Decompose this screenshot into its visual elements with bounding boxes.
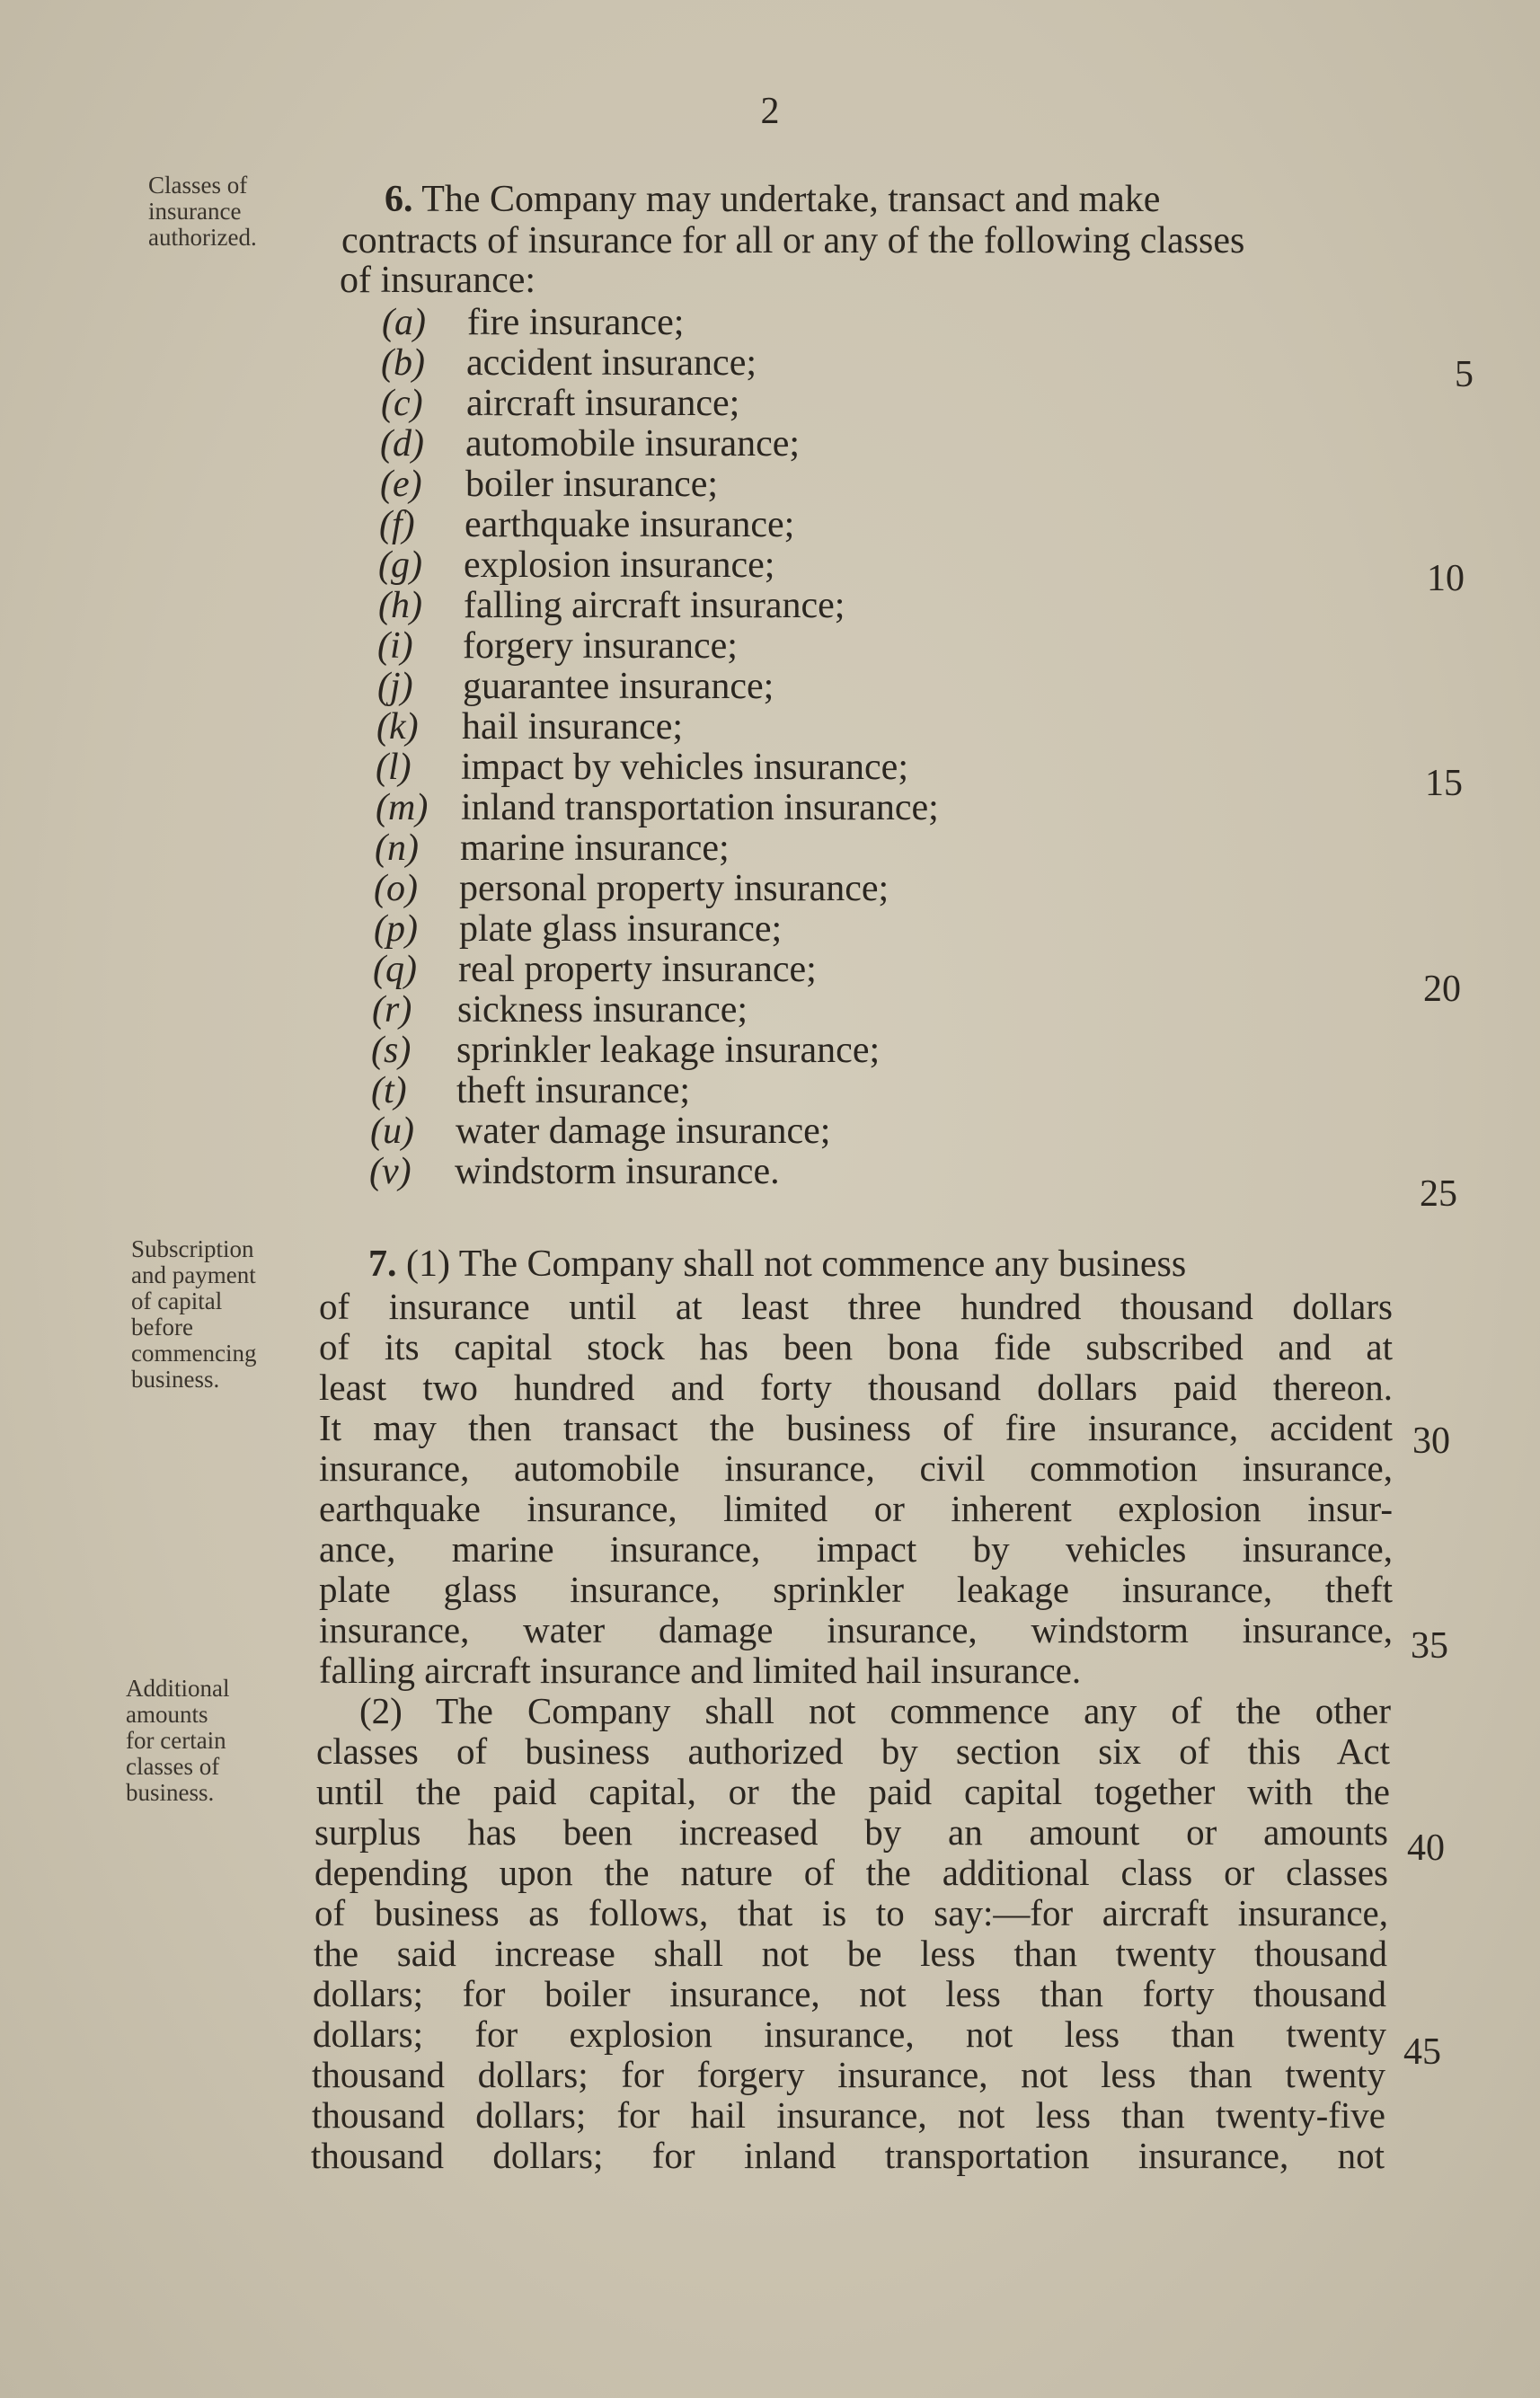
list-item: (r) sickness insurance; xyxy=(372,989,748,1031)
list-item: (l) impact by vehicles insurance; xyxy=(376,747,908,788)
list-item: (t) theft insurance; xyxy=(371,1070,691,1111)
list-item: (g) explosion insurance; xyxy=(378,544,775,586)
line-number: 35 xyxy=(1411,1625,1448,1667)
list-item: (k) hail insurance; xyxy=(376,706,684,748)
line-number: 25 xyxy=(1420,1173,1457,1215)
section-7-line: dollars; for boiler insurance, not less than forty thousand xyxy=(313,1973,1386,2014)
section-7-line: ance, marine insurance, impact by vehicles insurance, xyxy=(319,1528,1393,1570)
list-item: (f) earthquake insurance; xyxy=(379,504,795,545)
line-number: 45 xyxy=(1403,2031,1441,2073)
list-item: (a) fire insurance; xyxy=(382,302,685,343)
list-item: (q) real property insurance; xyxy=(373,949,817,990)
section-7-line: thousand dollars; for forgery insurance, not less than twenty xyxy=(312,2054,1385,2095)
list-item: (m) inland transportation insurance; xyxy=(376,787,939,828)
section-7-line: depending upon the nature of the additional class or classes xyxy=(314,1852,1388,1893)
list-item: (n) marine insurance; xyxy=(375,827,730,869)
section-7-line: insurance, water damage insurance, windstorm insurance, xyxy=(319,1609,1393,1650)
line-number: 20 xyxy=(1423,969,1461,1010)
section-7-line: thousand dollars; for hail insurance, not less than twenty-five xyxy=(312,2094,1385,2136)
section-7-line: least two hundred and forty thousand dollars paid thereon. xyxy=(319,1367,1393,1408)
line-number: 40 xyxy=(1407,1827,1445,1869)
section-6-intro-line-1: 6. The Company may undertake, transact and make xyxy=(385,179,1161,220)
section-6-number: 6. xyxy=(385,179,413,220)
list-item: (b) accident insurance; xyxy=(381,342,757,384)
section-7-line: falling aircraft insurance and limited hail insurance. xyxy=(319,1650,1082,1691)
margin-note-classes: Classes of insurance authorized. xyxy=(148,172,257,251)
list-item: (u) water damage insurance; xyxy=(370,1111,831,1152)
section-7-line: the said increase shall not be less than twenty thousand xyxy=(314,1933,1387,1974)
margin-note-subscription: Subscription and payment of capital before commencing business. xyxy=(131,1235,257,1393)
list-item: (o) personal property insurance; xyxy=(374,868,889,909)
list-item: (i) forgery insurance; xyxy=(377,625,738,667)
list-item: (h) falling aircraft insurance; xyxy=(378,585,845,626)
list-item: (e) boiler insurance; xyxy=(380,464,719,505)
section-7-line: of insurance until at least three hundred thousand dollars xyxy=(319,1286,1393,1327)
list-item: (d) automobile insurance; xyxy=(380,423,801,465)
page-number: 2 xyxy=(760,91,780,132)
margin-note-additional: Additional amounts for certain classes of business. xyxy=(126,1675,230,1806)
list-item: (j) guarantee insurance; xyxy=(377,666,774,707)
line-number: 15 xyxy=(1425,763,1463,804)
line-number: 10 xyxy=(1427,558,1465,599)
section-7-line: thousand dollars; for inland transportation insurance, not xyxy=(311,2135,1385,2176)
section-6-intro-line-3: of insurance: xyxy=(340,260,536,301)
section-7-line: surplus has been increased by an amount or amounts xyxy=(314,1811,1388,1853)
section-6-intro-line-2: contracts of insurance for all or any of the following classes xyxy=(341,220,1245,261)
section-7-number: 7. xyxy=(368,1243,397,1285)
section-7-line-1: 7. (1) The Company shall not commence any business xyxy=(368,1243,1187,1285)
line-number: 30 xyxy=(1412,1420,1450,1462)
section-7-line: earthquake insurance, limited or inherent explosion insur- xyxy=(319,1488,1393,1529)
section-7-line: classes of business authorized by section six of this Act xyxy=(316,1730,1390,1772)
line-number: 5 xyxy=(1455,354,1474,395)
list-item: (p) plate glass insurance; xyxy=(374,908,783,950)
section-7-line: plate glass insurance, sprinkler leakage insurance, theft xyxy=(319,1569,1393,1610)
section-7-line: insurance, automobile insurance, civil commotion insurance, xyxy=(319,1447,1393,1489)
section-7-line: dollars; for explosion insurance, not less than twenty xyxy=(313,2013,1386,2055)
section-7-line: (2) The Company shall not commence any of the other xyxy=(359,1690,1391,1731)
list-item: (v) windstorm insurance. xyxy=(369,1151,780,1192)
section-7-line: of its capital stock has been bona fide subscribed and at xyxy=(319,1326,1393,1367)
section-7-line: until the paid capital, or the paid capital together with the xyxy=(316,1771,1390,1812)
section-7-line: of business as follows, that is to say:—for aircraft insurance, xyxy=(314,1892,1388,1933)
section-7-line: It may then transact the business of fire insurance, accident xyxy=(319,1407,1393,1448)
list-item: (c) aircraft insurance; xyxy=(381,383,740,424)
list-item: (s) sprinkler leakage insurance; xyxy=(371,1030,881,1071)
